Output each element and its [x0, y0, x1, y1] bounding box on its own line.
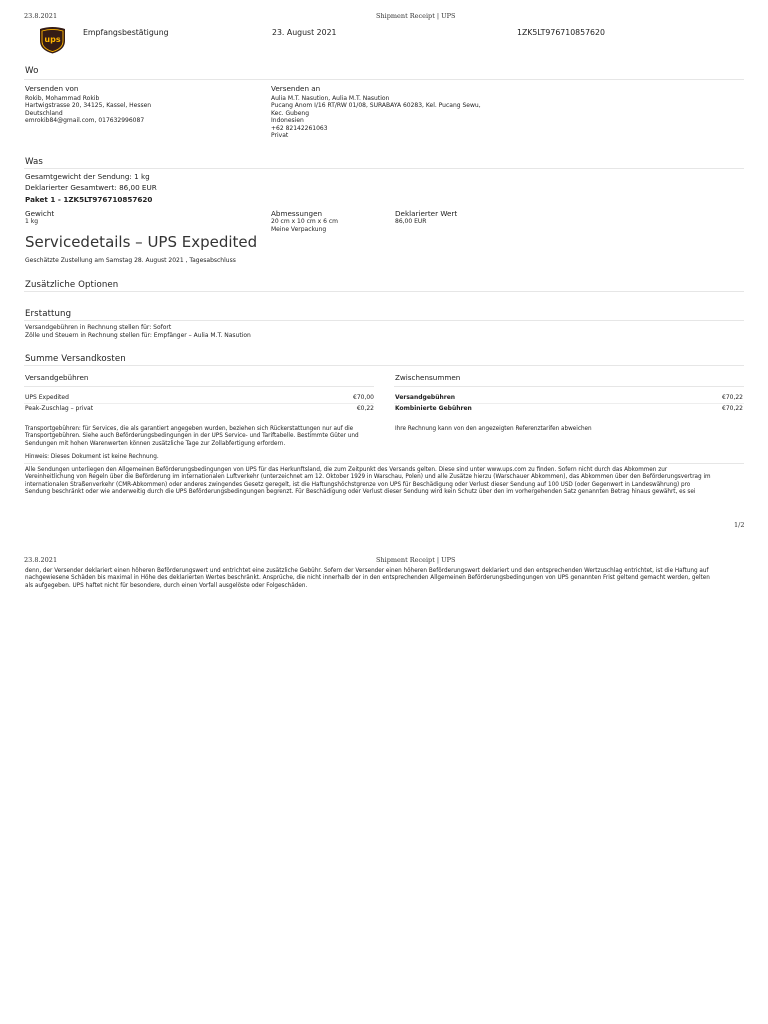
- page-number: 1/2: [734, 521, 745, 529]
- transport-note-line: Sendungen mit hohen Warenwerten können zusätzliche Tage zur Zollabfertigung erfordern.: [25, 440, 286, 447]
- subtotal-row: [395, 405, 743, 412]
- transport-note-line: Transportgebühren. Siehe auch Beförderungsbedingungen in der UPS Service- und Tariftabelle. Bestimmte Güter und: [25, 433, 359, 440]
- charge-amount: €0,22: [356, 405, 374, 412]
- document-title: Empfangsbestätigung: [83, 28, 169, 37]
- subtotals-heading: Zwischensummen: [395, 373, 461, 382]
- tracking-number: 1ZK5LT976710857620: [517, 28, 605, 37]
- charge-label: Peak-Zuschlag – privat: [25, 405, 94, 412]
- charge-amount: €70,00: [353, 394, 374, 401]
- subtotal-amount: €70,22: [722, 394, 743, 401]
- declared-total: Deklarierter Gesamtwert: 86,00 EUR: [25, 183, 157, 192]
- divider: [24, 168, 744, 169]
- subtotal-row: [395, 394, 743, 401]
- declared-value-label: Deklarierter Wert: [395, 209, 458, 218]
- divider: [24, 79, 744, 80]
- ups-logo: [39, 26, 66, 54]
- recipient-line: Kec. Gubeng: [271, 109, 310, 117]
- sender-line: Deutschland: [25, 109, 63, 117]
- terms-line: Sendung beschränkt oder wie anderweitig durch die UPS Beförderungsbedingungen begrenzt. Für Beschädigung oder Verlust dieser Sendung wird kein Schutz über den im vorhergehenden Satz genannten Betrag hinaus gewährt, es sei: [25, 488, 696, 495]
- sender-label: Versenden von: [25, 84, 79, 93]
- section-heading-options: Zusätzliche Optionen: [25, 280, 119, 290]
- print-header-date: 23.8.2021: [24, 556, 58, 564]
- divider: [24, 386, 374, 387]
- subtotal-amount: €70,22: [722, 405, 743, 412]
- recipient-line: Pucang Anom I/16 RT/RW 01/08, SURABAYA 60283, Kel. Pucang Sewu,: [271, 102, 481, 110]
- print-header-title: Shipment Receipt | UPS: [376, 556, 456, 564]
- sender-address: [25, 95, 151, 125]
- charges-heading: Versandgebühren: [25, 373, 89, 382]
- recipient-label: Versenden an: [271, 84, 321, 93]
- divider: [24, 291, 744, 292]
- estimated-delivery: Geschätzte Zustellung am Samstag 28. August 2021 , Tagesabschluss: [25, 257, 236, 264]
- terms-line: denn, der Versender deklariert einen höheren Beförderungswert und entrichtet eine zusätzliche Gebühr. Sofern der Versender einen höheren Beförderungswert deklariert und den entsprechenden Wertzuschlag entrichtet, ist die Haftung auf: [25, 568, 709, 574]
- section-heading-refund: Erstattung: [25, 309, 72, 319]
- print-header-date: 23.8.2021: [24, 12, 58, 20]
- dimensions-value: 20 cm x 10 cm x 6 cm: [271, 218, 338, 225]
- recipient-line: Privat: [271, 132, 289, 140]
- charge-row: [25, 394, 374, 401]
- package-title: Paket 1 - 1ZK5LT976710857620: [25, 195, 153, 204]
- transport-note-line: Transportgebühren: für Services, die als garantiert angegeben wurden, beziehen sich Rückerstattungen nur auf die: [25, 426, 354, 432]
- terms-line: Vereinheitlichung von Regeln über die Beförderung im internationalen Luftverkehr (unterzeichnet am 12. Oktober 1929 in Warschau, Polen) und alle Zusätze hierzu (Warschauer Abkommen), das Abkommen über den Beförderungsvertrag im: [25, 474, 711, 481]
- sender-line: Rokib, Mohammad Rokib: [25, 95, 100, 102]
- section-heading-costs: Summe Versandkosten: [25, 354, 126, 364]
- terms-paragraph-continued: [25, 568, 710, 590]
- terms-line: internationalen Straßenverkehr (CMR-Abkommen) oder anderes zwingendes Gesetz geregelt, ist die Haftungshöchstgrenze von UPS für Beschädigung oder Verlust dieser Sendung auf 100 USD (oder Gegenwert in Landeswährung) pro: [25, 481, 691, 488]
- total-weight: Gesamtgewicht der Sendung: 1 kg: [25, 172, 150, 181]
- subtotal-label: Kombinierte Gebühren: [395, 405, 472, 412]
- recipient-line: Aulia M.T. Nasution, Aulia M.T. Nasution: [271, 95, 390, 102]
- sender-line: Hartwigstrasse 20, 34125, Kassel, Hessen: [25, 102, 152, 110]
- service-title: Servicedetails – UPS Expedited: [25, 233, 258, 251]
- terms-paragraph: [25, 467, 711, 496]
- charge-label: UPS Expedited: [25, 394, 69, 401]
- divider: [24, 320, 744, 321]
- document-date: 23. August 2021: [272, 28, 337, 37]
- sender-line: emrokib84@gmail.com, 017632996087: [25, 117, 145, 125]
- charge-row: [25, 405, 374, 412]
- divider: [394, 386, 744, 387]
- divider: [24, 365, 744, 366]
- print-header-title: Shipment Receipt | UPS: [376, 12, 456, 20]
- divider: [24, 463, 744, 464]
- refund-billing-line: Versandgebühren in Rechnung stellen für: Sofort: [25, 324, 172, 331]
- section-heading-was: Was: [25, 157, 43, 167]
- divider: [394, 403, 744, 404]
- declared-value: 86,00 EUR: [395, 218, 427, 225]
- subtotal-label: Versandgebühren: [395, 394, 456, 401]
- transport-note: [25, 426, 359, 448]
- recipient-line: +62 82142261063: [271, 124, 328, 132]
- ups-logo-text: ups: [44, 35, 61, 44]
- invoice-hint: Hinweis: Dieses Dokument ist keine Rechnung.: [25, 454, 159, 460]
- invoice-note: Ihre Rechnung kann von den angezeigten Referenztarifen abweichen: [395, 426, 592, 432]
- terms-line: nachgewiesene Schäden bis maximal in Höhe des deklarierten Wertes beschränkt. Ansprüche, die nicht innerhalb der in den entsprechenden Allgemeinen Beförderungsbedingungen von UPS genannten Frist geltend gemacht werden, gelten: [25, 575, 710, 582]
- weight-label: Gewicht: [25, 209, 55, 218]
- recipient-address: [271, 95, 481, 139]
- section-heading-wo: Wo: [25, 66, 39, 76]
- packaging-value: Meine Verpackung: [271, 226, 327, 233]
- refund-duties-line: Zölle und Steuern in Rechnung stellen für: Empfänger – Aulia M.T. Nasution: [25, 332, 251, 339]
- dimensions-label: Abmessungen: [271, 209, 323, 218]
- weight-value: 1 kg: [25, 218, 39, 225]
- terms-line: als aufgegeben. UPS haftet nicht für besondere, durch einen Vorfall ausgelöste oder Folgeschäden.: [25, 582, 308, 589]
- terms-line: Alle Sendungen unterliegen den Allgemeinen Beförderungsbedingungen von UPS für das Herkunftsland, die zum Zeitpunkt des Versands gelten. Diese sind unter www.ups.com zu finden. Sofern nicht durch das Abkommen zur: [25, 467, 668, 473]
- divider: [24, 403, 374, 404]
- recipient-line: Indonesien: [271, 117, 304, 125]
